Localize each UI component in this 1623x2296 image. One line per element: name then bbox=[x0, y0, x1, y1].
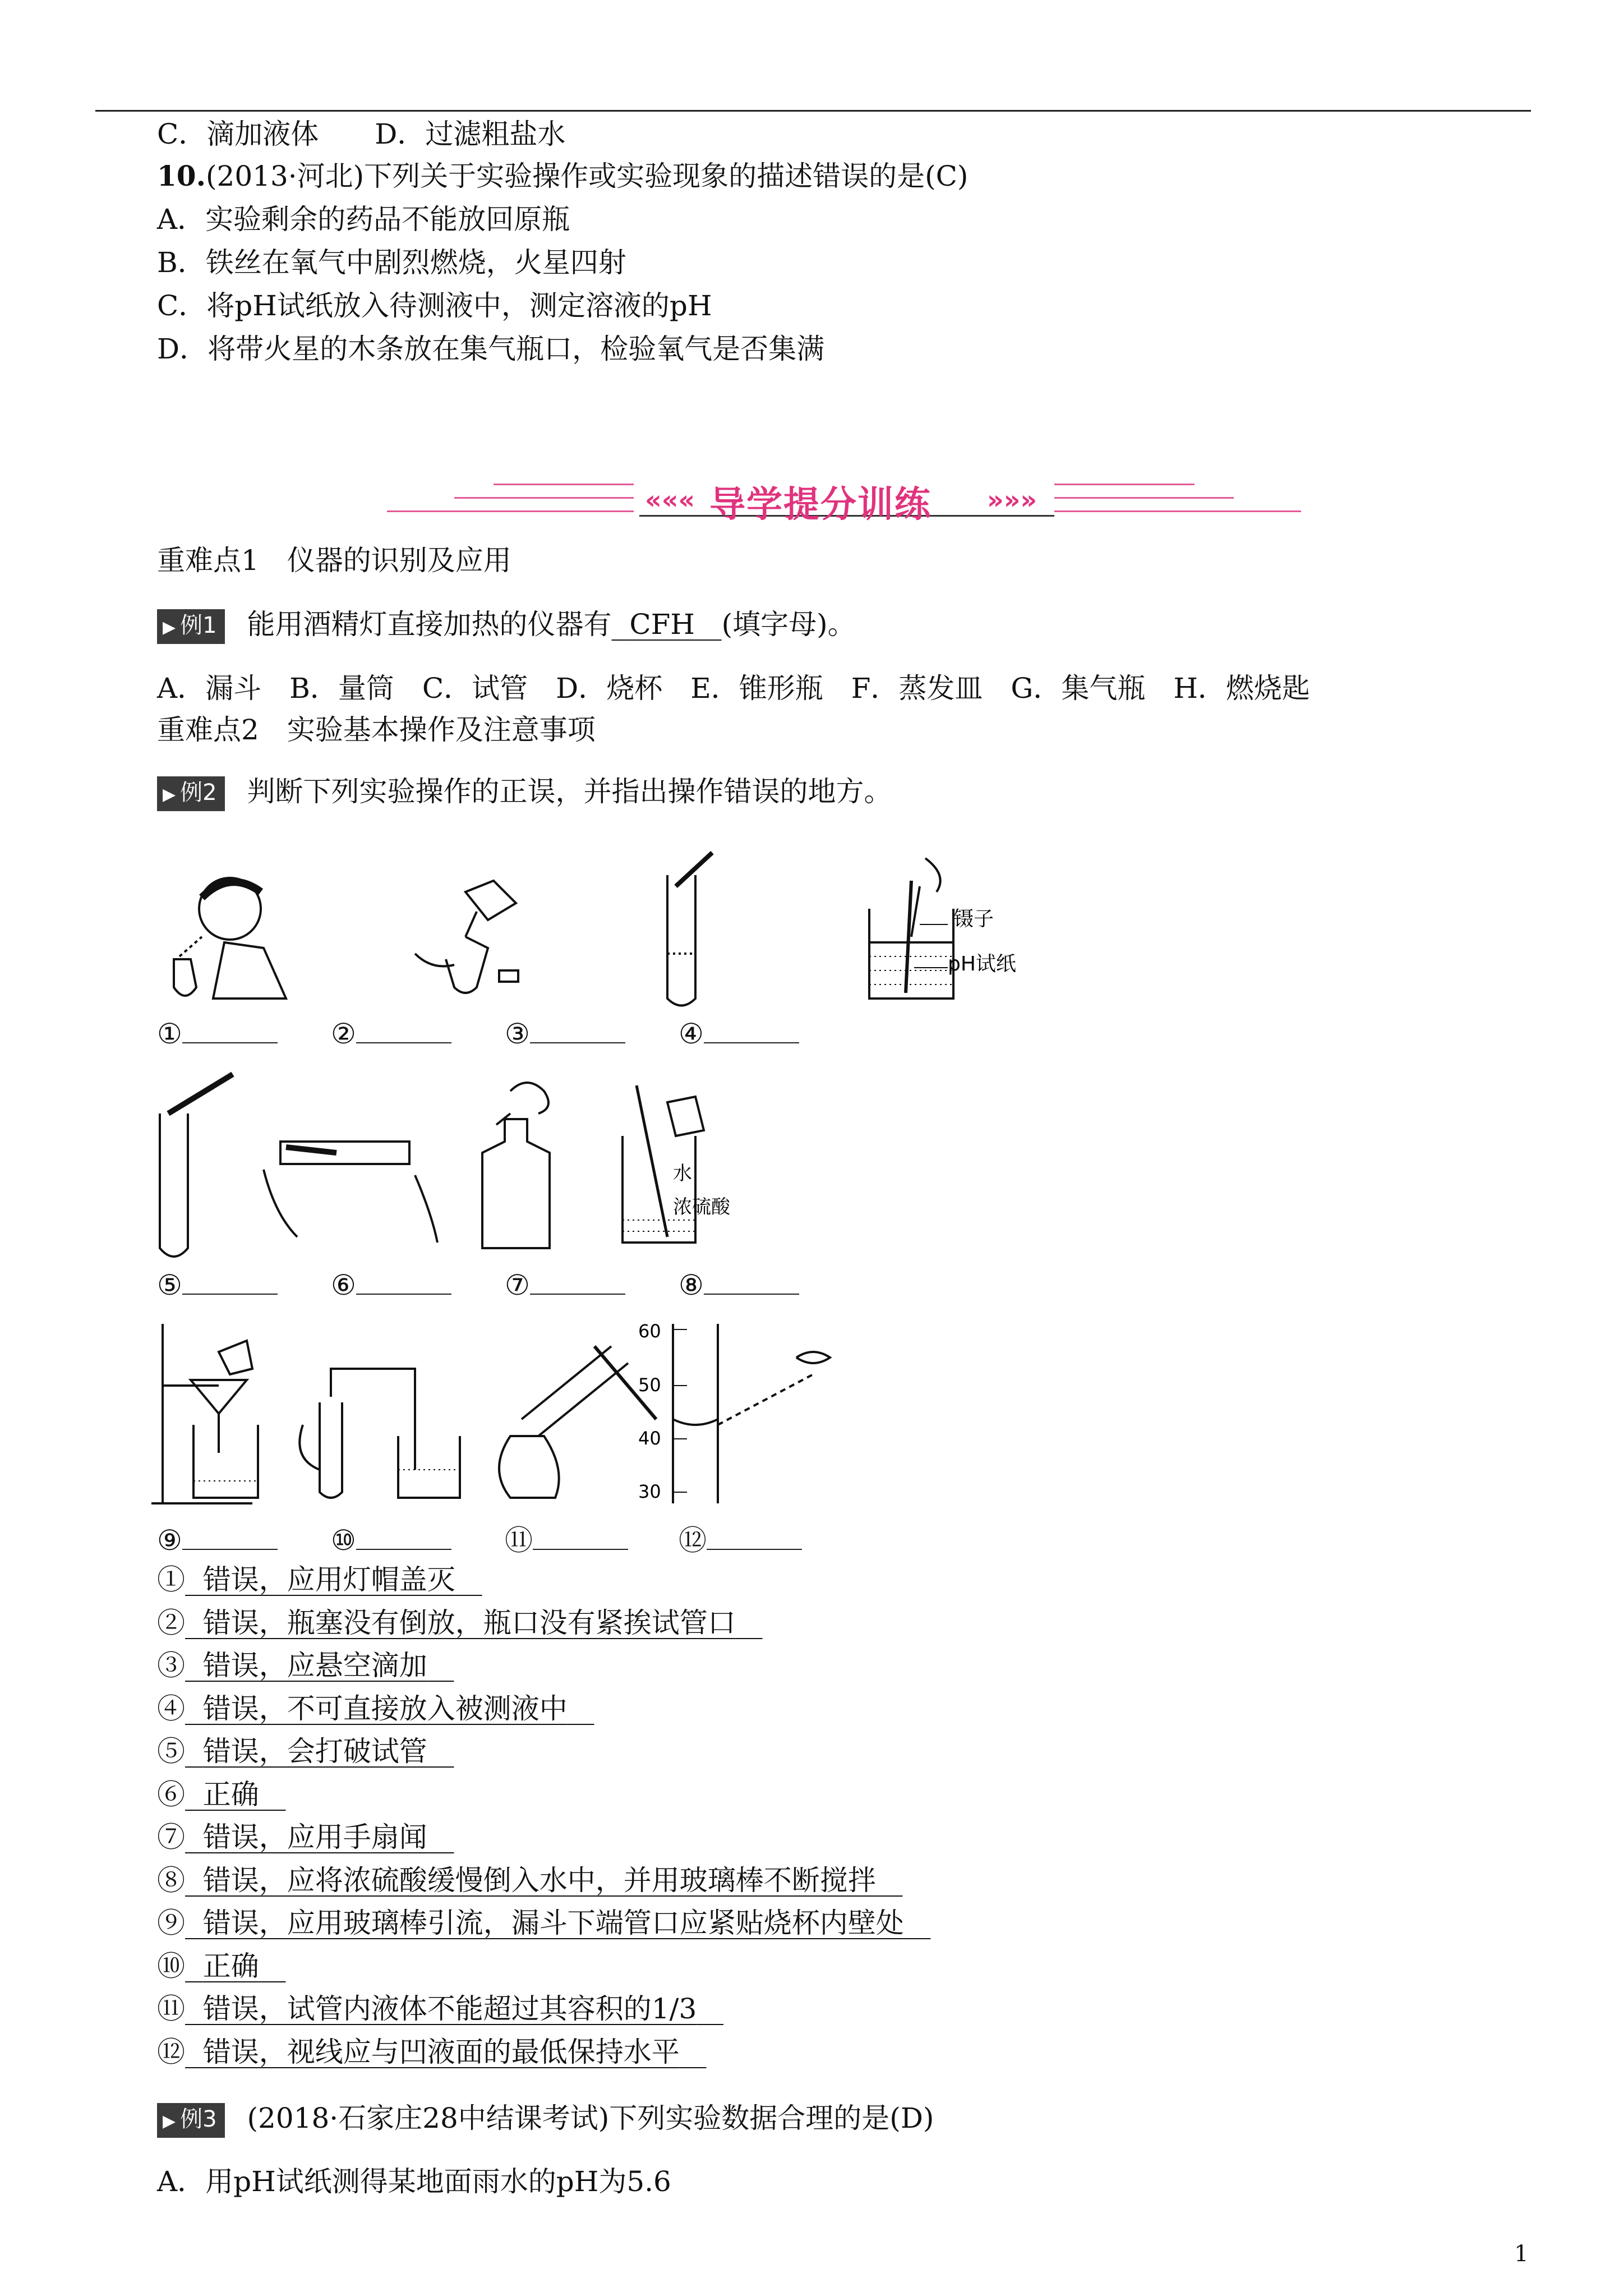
option-c: C．将pH试纸放入待测液中，测定溶液的pH bbox=[157, 289, 712, 322]
mark-5: ⑤ bbox=[157, 1268, 331, 1303]
figure-row-3 bbox=[151, 1320, 880, 1509]
section-heading-2: 重难点2 实验基本操作及注意事项 bbox=[157, 714, 596, 746]
cyl-tick-40: 40 bbox=[638, 1428, 661, 1449]
cyl-tick-60: 60 bbox=[638, 1320, 661, 1342]
lab-illustrations-row-2 bbox=[151, 1069, 880, 1271]
answer-text: 错误，应用灯帽盖灭 bbox=[202, 1563, 455, 1596]
example-text: 能用酒精灯直接加热的仪器有 bbox=[247, 608, 612, 641]
answer-text: 错误，应将浓硫酸缓慢倒入水中，并用玻璃棒不断搅拌 bbox=[202, 1864, 876, 1897]
water-label: 水 bbox=[673, 1162, 692, 1185]
answer-line bbox=[157, 1734, 454, 1769]
option-d: D．将带火星的木条放在集气瓶口，检验氧气是否集满 bbox=[157, 333, 825, 365]
triangle-icon: ▶ bbox=[163, 785, 176, 804]
tweezers-label: 镊子 bbox=[953, 908, 994, 931]
answer-text: 错误，瓶塞没有倒放，瓶口没有紧挨试管口 bbox=[202, 1606, 736, 1639]
conc-acid-label: 浓硫酸 bbox=[673, 1196, 730, 1218]
mark-3: ③ bbox=[505, 1016, 679, 1051]
answer-line bbox=[157, 1648, 454, 1683]
question-10 bbox=[157, 159, 968, 194]
answer-line bbox=[157, 2035, 706, 2069]
answer-text: 错误，应用玻璃棒引流，漏斗下端管口应紧贴烧杯内壁处 bbox=[202, 1907, 904, 1939]
ph-paper-label: pH试纸 bbox=[948, 953, 1016, 976]
lab-illustrations-row-3 bbox=[151, 1320, 880, 1509]
section-banner bbox=[381, 471, 1301, 533]
answer-line bbox=[157, 1691, 594, 1726]
answer-text: 错误，会打破试管 bbox=[202, 1735, 427, 1768]
figure-row-1 bbox=[151, 858, 1016, 1015]
example-3-option-a: A．用pH试纸测得某地面雨水的pH为5.6 bbox=[157, 2165, 671, 2198]
answer-line bbox=[157, 1906, 930, 1940]
answer-line bbox=[157, 1562, 482, 1597]
question-text: (2013·河北)下列关于实验操作或实验现象的描述错误的是(C) bbox=[206, 160, 969, 192]
example-text-after: (填字母)。 bbox=[721, 608, 856, 641]
answer-text: 正确 bbox=[202, 1778, 259, 1811]
mark-12: ⑫ bbox=[679, 1523, 852, 1558]
option-b: B．铁丝在氧气中剧烈燃烧，火星四射 bbox=[157, 246, 626, 279]
example-text: (2018·石家庄28中结课考试)下列实验数据合理的是(D) bbox=[247, 2102, 934, 2134]
mark-1: ① bbox=[157, 1016, 331, 1051]
answer-text: 正确 bbox=[202, 1949, 259, 1982]
figure-row-3-marks bbox=[157, 1523, 852, 1558]
answer-mark: ⑦ bbox=[157, 1821, 185, 1853]
figure-row-2 bbox=[151, 1069, 880, 1271]
example-2 bbox=[157, 774, 892, 811]
answer-line bbox=[157, 1991, 723, 2026]
mark-10: ⑩ bbox=[331, 1523, 505, 1558]
answer-line bbox=[157, 1820, 454, 1855]
mark-6: ⑥ bbox=[331, 1268, 505, 1303]
answer-text: 错误，视线应与凹液面的最低保持水平 bbox=[202, 2035, 680, 2068]
triangle-icon: ▶ bbox=[163, 2111, 176, 2131]
header-rule bbox=[95, 110, 1531, 112]
mark-4: ④ bbox=[679, 1016, 852, 1051]
answer-text: 错误，应用手扇闻 bbox=[202, 1821, 427, 1853]
cyl-tick-50: 50 bbox=[638, 1374, 661, 1396]
figure-row-2-marks bbox=[157, 1268, 852, 1303]
figure-row-1-marks bbox=[157, 1016, 852, 1051]
example-1-options: A．漏斗 B．量筒 C．试管 D．烧杯 E．锥形瓶 F．蒸发皿 G．集气瓶 H．燃烧匙 bbox=[157, 672, 1310, 705]
question-number: 10. bbox=[157, 159, 206, 192]
lab-illustrations-row-1 bbox=[151, 858, 1016, 1015]
answer-mark: ⑥ bbox=[157, 1778, 185, 1811]
answer-line bbox=[157, 1949, 285, 1984]
page-number: 1 bbox=[1514, 2241, 1529, 2267]
example-3 bbox=[157, 2101, 934, 2138]
option-a: A．实验剩余的药品不能放回原瓶 bbox=[157, 203, 570, 236]
answer-mark: ② bbox=[157, 1606, 185, 1639]
mark-9: ⑨ bbox=[157, 1523, 331, 1558]
banner-title: 导学提分训练 bbox=[709, 484, 932, 526]
answer-mark: ⑧ bbox=[157, 1864, 185, 1897]
section-heading-1: 重难点1 仪器的识别及应用 bbox=[157, 544, 511, 577]
answer-text: 错误，不可直接放入被测液中 bbox=[202, 1692, 568, 1725]
answer-text: 错误，应悬空滴加 bbox=[202, 1649, 427, 1682]
answer-mark: ⑪ bbox=[157, 1993, 185, 2025]
example-tag: ▶ 例1 bbox=[157, 609, 225, 644]
mark-7: ⑦ bbox=[505, 1268, 679, 1303]
example-text: 判断下列实验操作的正误，并指出操作错误的地方。 bbox=[247, 775, 892, 808]
answer-mark: ⑤ bbox=[157, 1735, 185, 1768]
example-tag: ▶ 例3 bbox=[157, 2103, 225, 2138]
answer-mark: ⑫ bbox=[157, 2035, 185, 2068]
answer-mark: ⑨ bbox=[157, 1907, 185, 1939]
option-line-c-d: C．滴加液体 D．过滤粗盐水 bbox=[157, 118, 566, 150]
example-1 bbox=[157, 607, 856, 644]
answer-mark: ④ bbox=[157, 1692, 185, 1725]
answer-mark: ① bbox=[157, 1563, 185, 1596]
mark-2: ② bbox=[331, 1016, 505, 1051]
mark-11: ⑪ bbox=[505, 1523, 679, 1558]
mark-8: ⑧ bbox=[679, 1268, 852, 1303]
answer-fill: CFH bbox=[629, 608, 695, 641]
answer-line bbox=[157, 1777, 285, 1812]
example-tag: ▶ 例2 bbox=[157, 776, 225, 811]
chevron-right-icon: »»» bbox=[987, 485, 1038, 515]
answer-mark: ⑩ bbox=[157, 1949, 185, 1982]
answer-mark: ③ bbox=[157, 1649, 185, 1682]
answer-line bbox=[157, 1605, 762, 1640]
answer-line bbox=[157, 1863, 902, 1898]
answer-text: 错误，试管内液体不能超过其容积的1/3 bbox=[202, 1993, 697, 2025]
triangle-icon: ▶ bbox=[163, 618, 176, 637]
cyl-tick-30: 30 bbox=[638, 1481, 661, 1502]
chevron-left-icon: ««« bbox=[645, 485, 695, 515]
